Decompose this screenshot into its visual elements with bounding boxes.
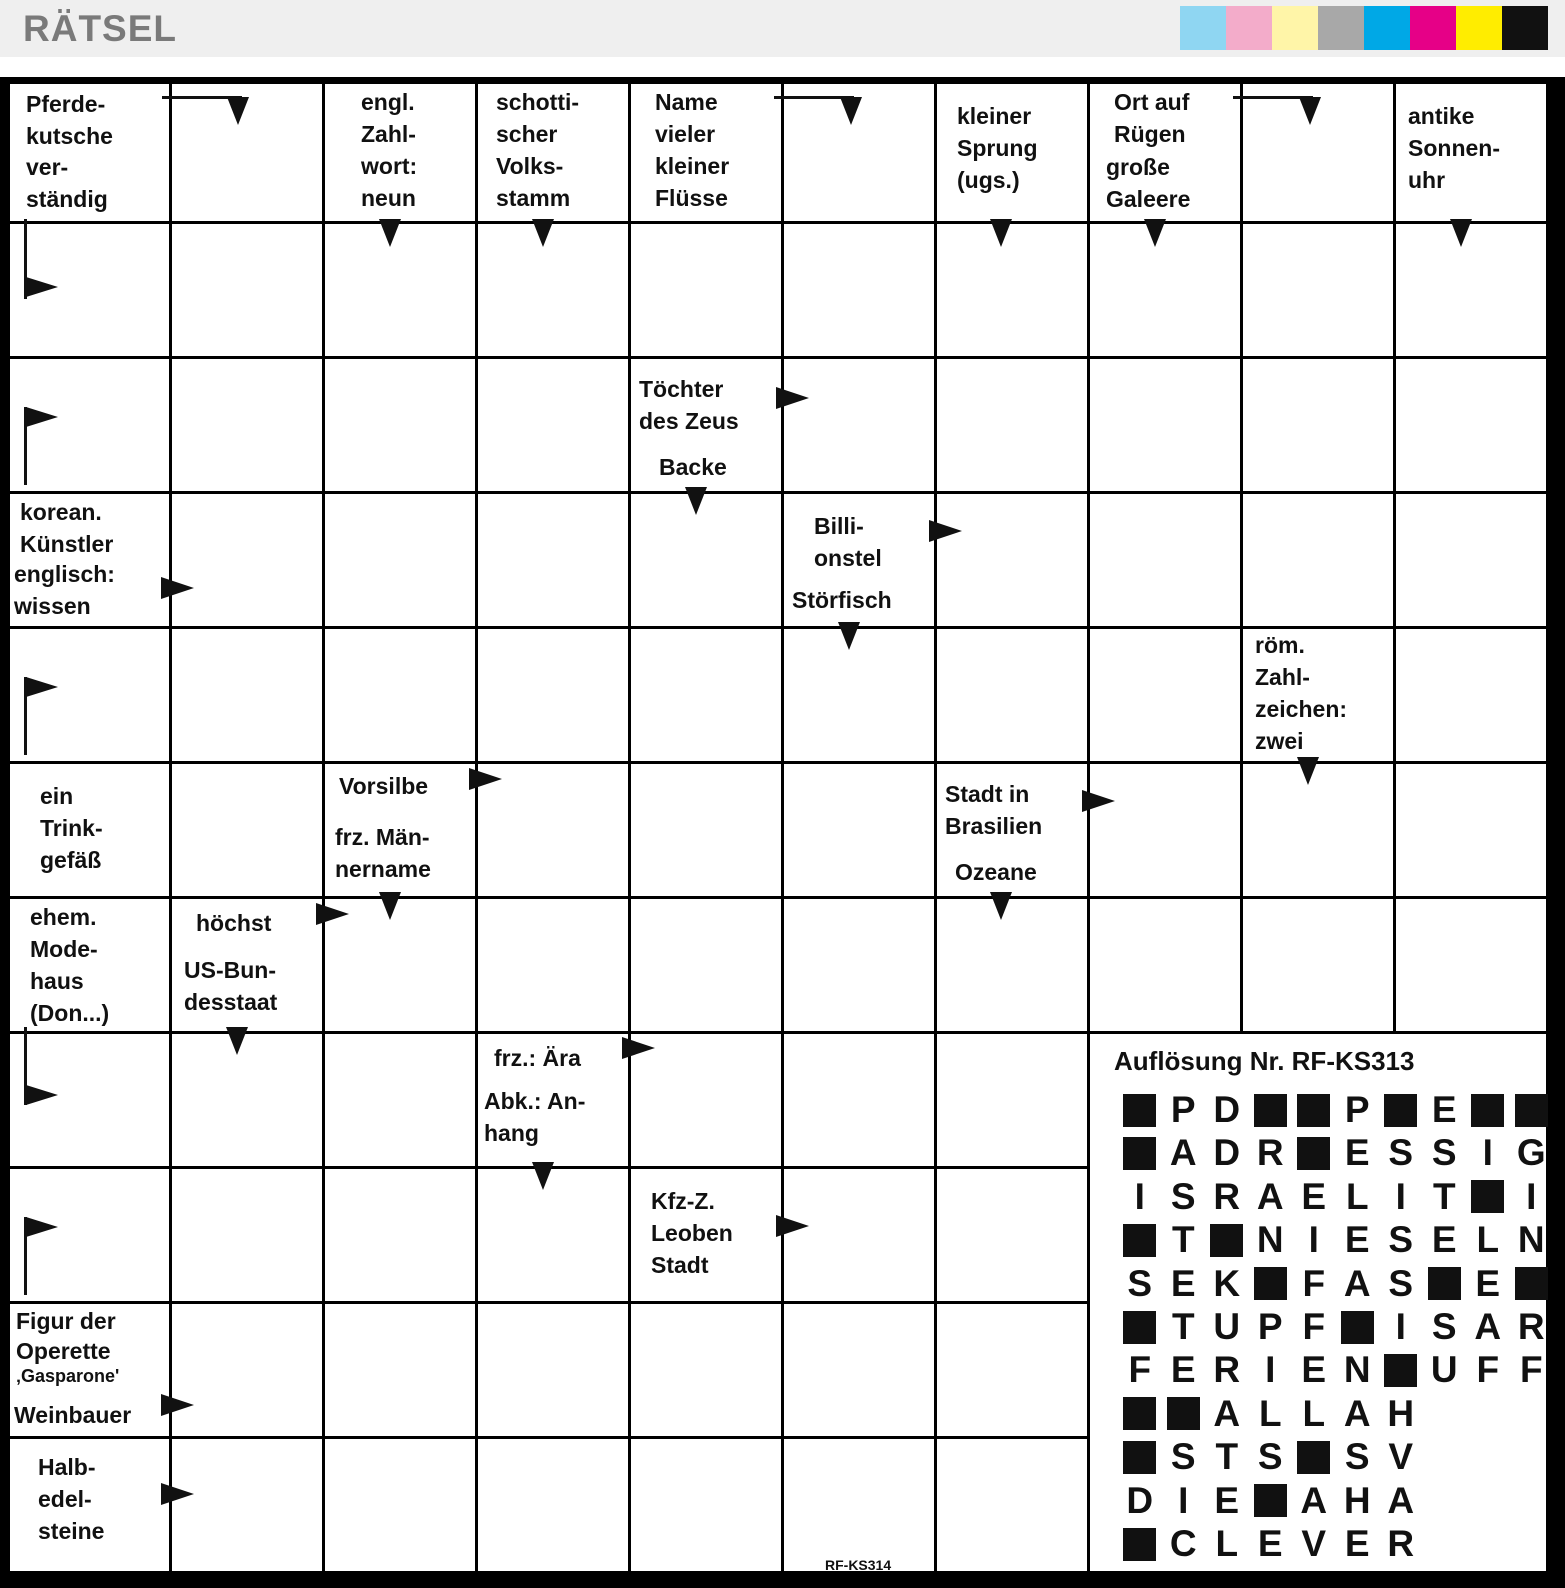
solution-letter: G [1516,1132,1546,1174]
solution-letter: L [1215,1523,1239,1564]
solution-letter: I [1395,1175,1406,1217]
answer-cell[interactable] [172,1439,322,1571]
solution-letter: E [1170,1349,1196,1391]
clue-r0c3: schotti- scher Volks- stamm [478,84,628,221]
arrow-down-icon [838,622,860,650]
solution-block [1118,1090,1162,1130]
clue-subtitle: ‚Gasparone' [16,1366,120,1386]
arrow-down-icon [227,97,249,125]
clue-r7c3b: Abk.: An- hang [478,1081,628,1166]
clue-r0c2: engl. Zahl- wort: neun [325,84,475,221]
clue-r5c0: ein Trink- gefäß [10,764,169,896]
clue-r9c0a [10,1304,169,1392]
arrow-down-icon [840,97,862,125]
answer-cell[interactable] [172,1169,322,1301]
answer-cell[interactable] [937,1304,1087,1436]
solution-letter: F [1302,1306,1326,1347]
answer-cell[interactable] [172,1304,322,1436]
answer-cell[interactable] [478,629,628,761]
arrow-right-icon [776,1215,809,1237]
solution-letter: S [1170,1436,1196,1478]
solution-letter: E [1214,1479,1240,1521]
arrow-down-icon [1299,97,1321,125]
solution-letter: S [1257,1436,1283,1478]
answer-cell[interactable] [784,359,934,491]
solution-letter: H [1387,1392,1415,1434]
answer-cell[interactable] [631,224,781,356]
answer-cell[interactable] [937,899,1087,1031]
answer-cell[interactable] [937,629,1087,761]
answer-cell[interactable] [631,1304,781,1436]
clue-r0c9: antike Sonnen- uhr [1396,84,1546,221]
solution-letter: E [1344,1219,1370,1261]
solution-letter: P [1257,1306,1283,1347]
solution-letter: S [1127,1262,1153,1304]
solution-letter: D [1213,1089,1241,1130]
solution-row [1118,1524,1423,1564]
clue-r5c6a: Stadt in Brasilien [937,764,1087,845]
solution-block [1162,1394,1206,1434]
solution-letter: E [1301,1349,1327,1391]
solution-letter: F [1476,1349,1500,1391]
clue-r7c3a: frz.: Ära [478,1034,628,1078]
solution-block [1249,1090,1293,1130]
solution-letter: R [1517,1306,1545,1347]
flag-triangle [26,407,58,427]
answer-cell[interactable] [1396,359,1546,491]
page-title: RÄTSEL [23,8,177,49]
flag-triangle [26,277,58,297]
solution-block [1466,1177,1510,1217]
clue-r0c0b: ver- ständig [10,151,169,221]
solution-letter: U [1213,1306,1241,1347]
solution-letter: T [1215,1436,1239,1478]
solution-letter: V [1301,1523,1327,1564]
arrow-stub [162,96,242,99]
solution-block [1336,1307,1380,1347]
arrow-down-icon [1450,219,1472,247]
solution-block [1423,1264,1467,1304]
answer-cell[interactable] [937,494,1087,626]
clue-r3c5b: Störfisch [784,578,934,626]
solution-letter: N [1517,1219,1545,1261]
arrow-right-icon [1082,790,1115,812]
solution-letter: I [1308,1219,1319,1261]
solution-letter: T [1171,1306,1195,1347]
solution-letter: I [1395,1306,1406,1347]
clue-r0c7b: große Galeere [1090,151,1240,221]
answer-cell[interactable] [937,1439,1087,1571]
answer-cell[interactable] [172,359,322,491]
solution-block [1118,1524,1162,1564]
solution-letter: L [1258,1392,1282,1434]
color-swatch [1318,6,1364,50]
solution-block [1292,1090,1336,1130]
solution-letter: L [1476,1219,1500,1261]
solution-letter: T [1171,1219,1195,1261]
solution-letter: V [1388,1436,1414,1478]
flag-triangle [26,1085,58,1105]
clue-text: Figur der Operette [16,1308,116,1364]
clue-r8c4: Kfz-Z. Leoben Stadt [631,1169,781,1301]
solution-letter: T [1432,1175,1456,1217]
solution-row [1118,1090,1553,1130]
arrow-right-icon [316,903,349,925]
solution-letter: U [1430,1349,1458,1391]
solution-panel [1090,1034,1546,1571]
color-swatch [1272,6,1318,50]
color-swatch [1180,6,1226,50]
answer-cell[interactable] [784,764,934,896]
answer-cell[interactable] [1243,899,1393,1031]
solution-block [1118,1220,1162,1260]
answer-cell[interactable] [325,359,475,491]
answer-cell[interactable] [784,224,934,356]
answer-cell[interactable] [1396,494,1546,626]
answer-cell[interactable] [631,899,781,1031]
clue-r6c1b: US-Bun- desstaat [172,946,322,1031]
solution-letter: F [1519,1349,1543,1391]
solution-row [1118,1394,1423,1434]
clue-r2c4b: Backe [631,443,781,491]
arrow-right-icon [929,520,962,542]
answer-cell[interactable] [1396,764,1546,896]
solution-block [1205,1220,1249,1260]
clue-r3c5a: Billi- onstel [784,494,934,575]
solution-letter: A [1256,1175,1284,1217]
answer-cell[interactable] [1243,224,1393,356]
solution-letter: S [1388,1219,1414,1261]
clue-r0c7a: Ort auf Rügen [1090,84,1240,148]
answer-cell[interactable] [478,1304,628,1436]
clue-r4c8: röm. Zahl- zeichen: zwei [1243,629,1393,761]
arrow-right-icon [469,768,502,790]
solution-block [1118,1133,1162,1173]
flag-triangle [26,677,58,697]
arrow-down-icon [1144,219,1166,247]
answer-cell[interactable] [1090,899,1240,1031]
answer-cell[interactable] [1396,899,1546,1031]
solution-row [1118,1177,1553,1217]
solution-letter: L [1345,1175,1369,1217]
solution-letter: I [1526,1175,1537,1217]
solution-letter: E [1431,1089,1457,1130]
answer-cell[interactable] [784,1439,934,1571]
answer-cell[interactable] [325,1439,475,1571]
color-calibration-bar [1180,6,1548,50]
clue-r5c2b: frz. Män- nername [325,811,475,896]
arrow-right-icon [161,1483,194,1505]
color-swatch [1502,6,1548,50]
answer-cell[interactable] [478,899,628,1031]
solution-letter: K [1213,1262,1241,1304]
arrow-down-icon [532,1162,554,1190]
solution-letter: A [1169,1132,1197,1174]
color-swatch [1364,6,1410,50]
answer-cell[interactable] [325,1169,475,1301]
solution-letter: S [1388,1262,1414,1304]
solution-letter: A [1474,1306,1502,1347]
arrow-down-icon [685,487,707,515]
arrow-right-icon [161,577,194,599]
solution-letter: R [1387,1523,1415,1564]
solution-letter: S [1431,1306,1457,1347]
solution-row [1118,1307,1553,1347]
clue-r3c0b: englisch: wissen [10,558,169,626]
solution-block [1118,1307,1162,1347]
solution-row [1118,1264,1553,1304]
answer-cell[interactable] [1090,764,1240,896]
answer-cell[interactable] [325,1034,475,1166]
solution-block [1510,1090,1554,1130]
solution-letter: N [1343,1349,1371,1391]
solution-letter: E [1431,1219,1457,1261]
arrow-down-icon [379,892,401,920]
solution-letter: I [1482,1132,1493,1174]
solution-letter: E [1301,1175,1327,1217]
arrow-right-icon [776,387,809,409]
answer-cell[interactable] [325,629,475,761]
answer-cell[interactable] [1090,629,1240,761]
puzzle-code: RF-KS314 [825,1557,892,1573]
clue-r5c2a: Vorsilbe [325,764,475,808]
clue-r6c1a: höchst [172,899,322,943]
solution-row [1118,1133,1553,1173]
color-swatch [1226,6,1272,50]
solution-block [1118,1437,1162,1477]
solution-letter: E [1344,1523,1370,1564]
solution-letter: S [1431,1132,1457,1174]
clue-r2c4a: Töchter des Zeus [631,359,781,440]
solution-letter: E [1170,1262,1196,1304]
answer-cell[interactable] [478,359,628,491]
clue-r0c6: kleiner Sprung (ugs.) [937,84,1087,221]
solution-block [1379,1090,1423,1130]
solution-letter: I [1265,1349,1276,1391]
answer-cell[interactable] [1396,629,1546,761]
arrow-down-icon [379,219,401,247]
solution-block [1292,1437,1336,1477]
clue-r5c6b: Ozeane [937,848,1087,896]
solution-block [1510,1264,1554,1304]
clue-r10c0: Halb- edel- steine [10,1439,169,1571]
solution-letter: P [1344,1089,1370,1130]
solution-letter: F [1128,1349,1152,1391]
solution-letter: N [1256,1219,1284,1261]
crossword-grid [0,77,1565,1588]
solution-letter: A [1300,1479,1328,1521]
solution-letter: D [1213,1132,1241,1174]
answer-cell[interactable] [937,224,1087,356]
clue-r6c0: ehem. Mode- haus (Don...) [10,899,169,1031]
arrow-stub [1233,96,1313,99]
solution-letter: F [1302,1262,1326,1304]
solution-letter: S [1344,1436,1370,1478]
solution-letter: C [1169,1523,1197,1564]
solution-row [1118,1481,1423,1521]
answer-cell[interactable] [784,1304,934,1436]
solution-block [1379,1350,1423,1390]
answer-cell[interactable] [172,494,322,626]
answer-cell[interactable] [1243,494,1393,626]
solution-letter: S [1170,1175,1196,1217]
solution-letter: A [1343,1262,1371,1304]
solution-letter: P [1170,1089,1196,1130]
solution-block [1249,1264,1293,1304]
answer-cell[interactable] [631,1439,781,1571]
answer-cell[interactable] [478,1439,628,1571]
solution-letter: L [1302,1392,1326,1434]
arrow-down-icon [990,219,1012,247]
solution-letter: R [1213,1349,1241,1391]
arrow-down-icon [226,1027,248,1055]
answer-cell[interactable] [478,494,628,626]
answer-cell[interactable] [172,764,322,896]
arrow-right-icon [161,1394,194,1416]
solution-block [1292,1133,1336,1173]
solution-letter: R [1213,1175,1241,1217]
solution-row [1118,1437,1423,1477]
answer-cell[interactable] [172,629,322,761]
solution-letter: D [1126,1479,1154,1521]
flag-triangle [26,1217,58,1237]
solution-block [1249,1481,1293,1521]
solution-row [1118,1220,1553,1260]
solution-letter: I [1178,1479,1189,1521]
solution-letter: H [1343,1479,1371,1521]
arrow-stub [774,96,854,99]
answer-cell[interactable] [784,1034,934,1166]
solution-row [1118,1350,1553,1390]
solution-letter: A [1387,1479,1415,1521]
answer-cell[interactable] [631,629,781,761]
solution-letter: A [1213,1392,1241,1434]
solution-letter: A [1343,1392,1371,1434]
page-header [0,0,1565,57]
solution-letter: E [1475,1262,1501,1304]
clue-r9c0b: Weinbauer [10,1395,169,1436]
arrow-down-icon [1297,757,1319,785]
answer-cell[interactable] [1090,359,1240,491]
solution-letter: E [1257,1523,1283,1564]
answer-cell[interactable] [325,1304,475,1436]
arrow-down-icon [990,892,1012,920]
solution-letter: I [1134,1175,1145,1217]
color-swatch [1456,6,1502,50]
solution-title: Auflösung Nr. RF-KS313 [1114,1046,1415,1076]
answer-cell[interactable] [937,359,1087,491]
solution-letter: E [1344,1132,1370,1174]
arrow-down-icon [532,219,554,247]
color-swatch [1410,6,1456,50]
answer-cell[interactable] [937,1169,1087,1301]
solution-letter: S [1388,1132,1414,1174]
solution-letter: R [1256,1132,1284,1174]
solution-block [1118,1394,1162,1434]
clue-r3c0a: korean. Künstler [10,494,169,555]
answer-cell[interactable] [784,899,934,1031]
clue-r0c0a: Pferde- kutsche [10,84,169,148]
answer-cell[interactable] [172,224,322,356]
arrow-right-icon [622,1037,655,1059]
solution-block [1466,1090,1510,1130]
answer-cell[interactable] [1243,359,1393,491]
answer-cell[interactable] [325,494,475,626]
clue-r0c4: Name vieler kleiner Flüsse [631,84,781,221]
answer-cell[interactable] [937,1034,1087,1166]
answer-cell[interactable] [1090,494,1240,626]
answer-cell[interactable] [631,764,781,896]
